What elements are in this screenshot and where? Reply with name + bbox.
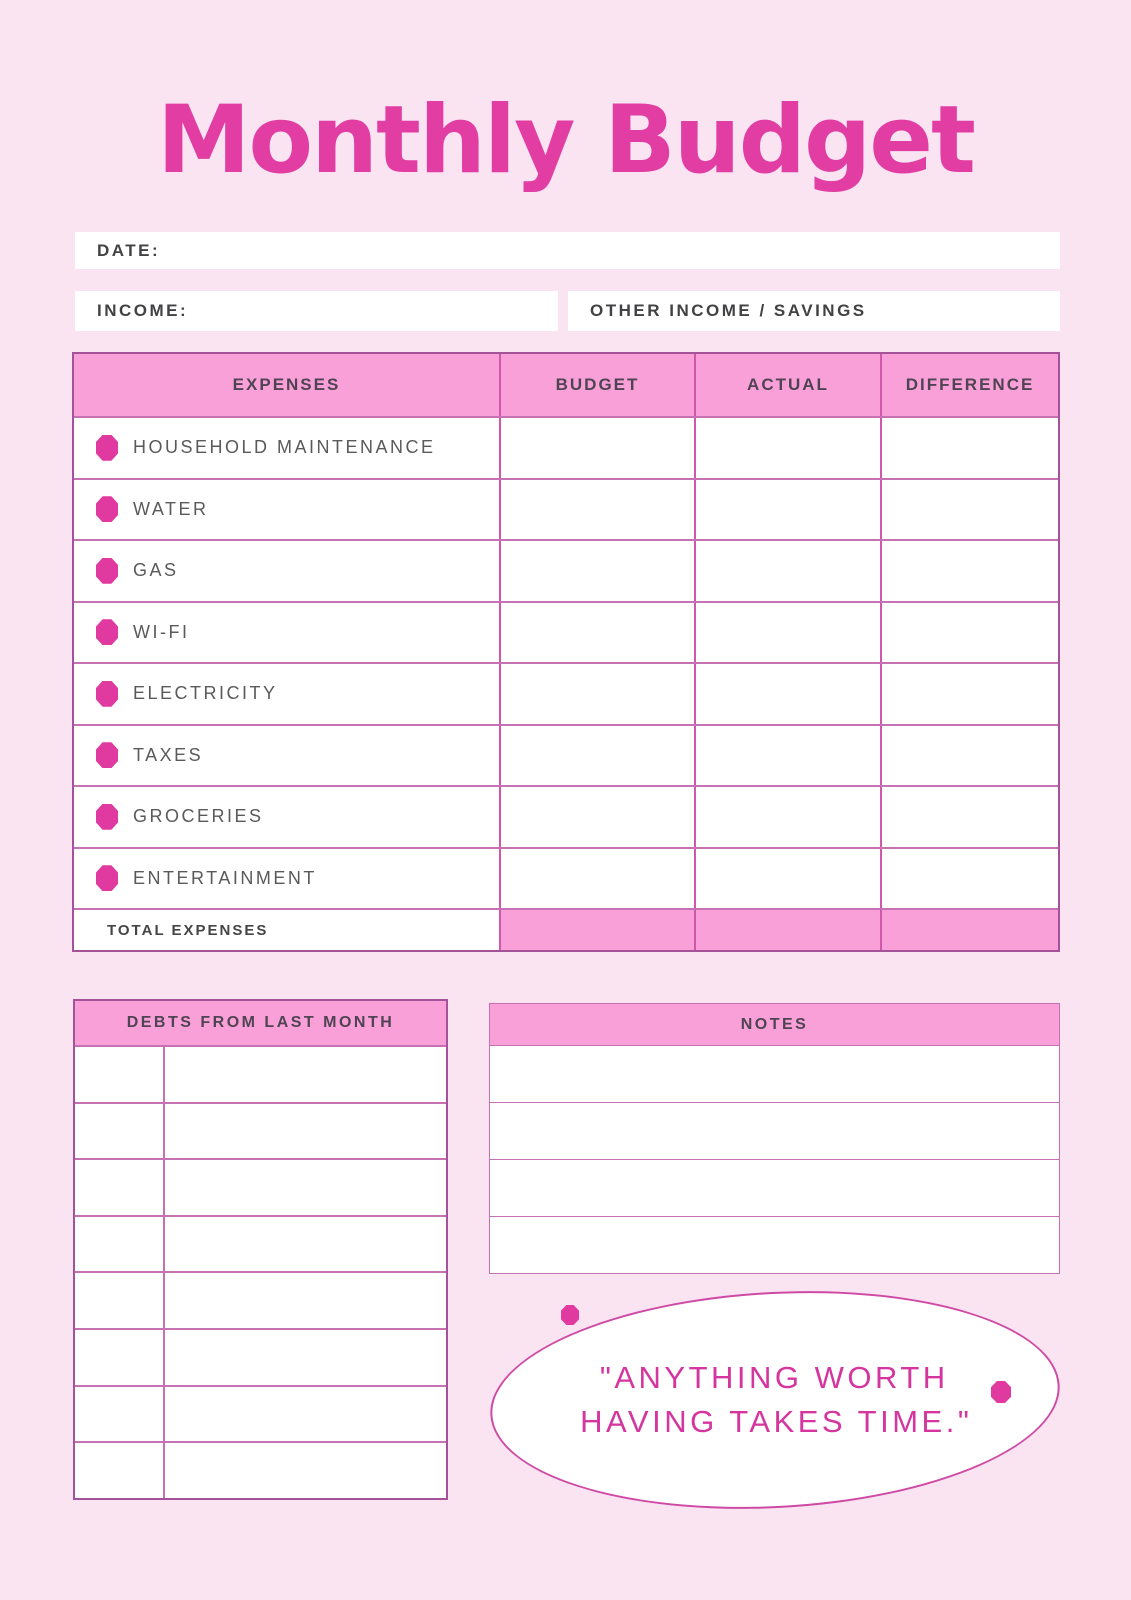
difference-cell[interactable] [882, 541, 1058, 601]
expense-row [74, 724, 1058, 786]
debt-description-cell[interactable] [165, 1160, 446, 1215]
expense-label: TAXES [133, 744, 204, 765]
actual-column-header: ACTUAL [696, 354, 882, 416]
expense-label: ELECTRICITY [133, 683, 278, 704]
difference-cell[interactable] [882, 849, 1058, 909]
difference-cell[interactable] [882, 480, 1058, 540]
debts-table-title: DEBTS FROM LAST MONTH [75, 1001, 446, 1045]
difference-cell[interactable] [882, 787, 1058, 847]
expense-label: GROCERIES [133, 806, 264, 827]
octagon-bullet-icon [96, 742, 118, 768]
notes-lines [490, 1045, 1059, 1273]
octagon-dot-icon [991, 1381, 1011, 1403]
expense-row [74, 847, 1058, 909]
expense-name-cell [74, 480, 501, 540]
budget-cell[interactable] [501, 541, 696, 601]
actual-cell[interactable] [696, 664, 882, 724]
actual-cell[interactable] [696, 541, 882, 601]
expense-label: WATER [133, 498, 209, 519]
expense-name-cell [74, 664, 501, 724]
difference-cell[interactable] [882, 664, 1058, 724]
page-title: Monthly Budget [157, 86, 974, 195]
debt-description-cell[interactable] [165, 1217, 446, 1272]
debt-amount-cell[interactable] [75, 1104, 165, 1159]
expense-row [74, 539, 1058, 601]
expense-name-cell [74, 603, 501, 663]
difference-column-header: DIFFERENCE [882, 354, 1058, 416]
debt-description-cell[interactable] [165, 1443, 446, 1498]
debt-row [75, 1385, 446, 1442]
quote-line-2: HAVING TAKES TIME." [580, 1403, 973, 1439]
budget-cell[interactable] [501, 726, 696, 786]
expense-row [74, 416, 1058, 478]
notes-title: NOTES [490, 1004, 1059, 1045]
expenses-column-header: EXPENSES [74, 354, 501, 416]
total-actual-cell[interactable] [696, 910, 882, 950]
debt-amount-cell[interactable] [75, 1047, 165, 1102]
debt-description-cell[interactable] [165, 1047, 446, 1102]
quote-line-1: "ANYTHING WORTH [599, 1360, 949, 1396]
debts-table [73, 999, 448, 1500]
actual-cell[interactable] [696, 726, 882, 786]
difference-cell[interactable] [882, 726, 1058, 786]
notes-section [489, 1003, 1060, 1274]
budget-cell[interactable] [501, 664, 696, 724]
expense-label: WI-FI [133, 621, 190, 642]
expense-row [74, 785, 1058, 847]
date-field[interactable] [75, 232, 1060, 269]
budget-cell[interactable] [501, 787, 696, 847]
budget-cell[interactable] [501, 603, 696, 663]
octagon-dot-icon [561, 1305, 579, 1325]
income-field[interactable] [75, 291, 558, 331]
difference-cell[interactable] [882, 418, 1058, 478]
octagon-bullet-icon [96, 619, 118, 645]
expense-name-cell [74, 418, 501, 478]
octagon-bullet-icon [96, 804, 118, 830]
debt-row [75, 1102, 446, 1159]
actual-cell[interactable] [696, 603, 882, 663]
debt-amount-cell[interactable] [75, 1217, 165, 1272]
expense-row [74, 478, 1058, 540]
expense-row [74, 601, 1058, 663]
actual-cell[interactable] [696, 480, 882, 540]
budget-column-header: BUDGET [501, 354, 696, 416]
total-expenses-label: TOTAL EXPENSES [74, 910, 501, 950]
total-expenses-row [74, 908, 1058, 950]
debt-row [75, 1215, 446, 1272]
expense-rows [74, 416, 1058, 908]
octagon-bullet-icon [96, 496, 118, 522]
notes-line[interactable] [490, 1102, 1059, 1159]
total-difference-cell[interactable] [882, 910, 1058, 950]
debt-amount-cell[interactable] [75, 1443, 165, 1498]
expense-label: ENTERTAINMENT [133, 867, 317, 888]
debt-amount-cell[interactable] [75, 1387, 165, 1442]
debt-row [75, 1441, 446, 1498]
actual-cell[interactable] [696, 849, 882, 909]
other-income-savings-label: OTHER INCOME / SAVINGS [590, 301, 867, 320]
debt-description-cell[interactable] [165, 1387, 446, 1442]
debt-description-cell[interactable] [165, 1330, 446, 1385]
expenses-table [72, 352, 1060, 952]
debt-description-cell[interactable] [165, 1273, 446, 1328]
debt-amount-cell[interactable] [75, 1160, 165, 1215]
budget-cell[interactable] [501, 849, 696, 909]
debt-row [75, 1271, 446, 1328]
expense-name-cell [74, 849, 501, 909]
octagon-bullet-icon [96, 558, 118, 584]
expense-name-cell [74, 787, 501, 847]
octagon-bullet-icon [96, 435, 118, 461]
date-label: DATE: [97, 240, 161, 260]
debt-amount-cell[interactable] [75, 1273, 165, 1328]
other-income-savings-field[interactable] [568, 291, 1060, 331]
income-label: INCOME: [97, 301, 189, 320]
octagon-bullet-icon [96, 865, 118, 891]
notes-line[interactable] [490, 1045, 1059, 1102]
debt-row [75, 1045, 446, 1102]
debts-rows [75, 1045, 446, 1498]
debt-amount-cell[interactable] [75, 1330, 165, 1385]
total-budget-cell[interactable] [501, 910, 696, 950]
expense-label: GAS [133, 560, 179, 581]
actual-cell[interactable] [696, 787, 882, 847]
expenses-table-header-row [74, 354, 1058, 416]
expense-name-cell [74, 726, 501, 786]
debt-row [75, 1328, 446, 1385]
expense-label: HOUSEHOLD MAINTENANCE [133, 437, 436, 458]
notes-line[interactable] [490, 1159, 1059, 1216]
expense-row [74, 662, 1058, 724]
notes-line[interactable] [490, 1216, 1059, 1273]
actual-cell[interactable] [696, 418, 882, 478]
debt-row [75, 1158, 446, 1215]
budget-cell[interactable] [501, 418, 696, 478]
budget-cell[interactable] [501, 480, 696, 540]
difference-cell[interactable] [882, 603, 1058, 663]
octagon-bullet-icon [96, 681, 118, 707]
debt-description-cell[interactable] [165, 1104, 446, 1159]
expense-name-cell [74, 541, 501, 601]
